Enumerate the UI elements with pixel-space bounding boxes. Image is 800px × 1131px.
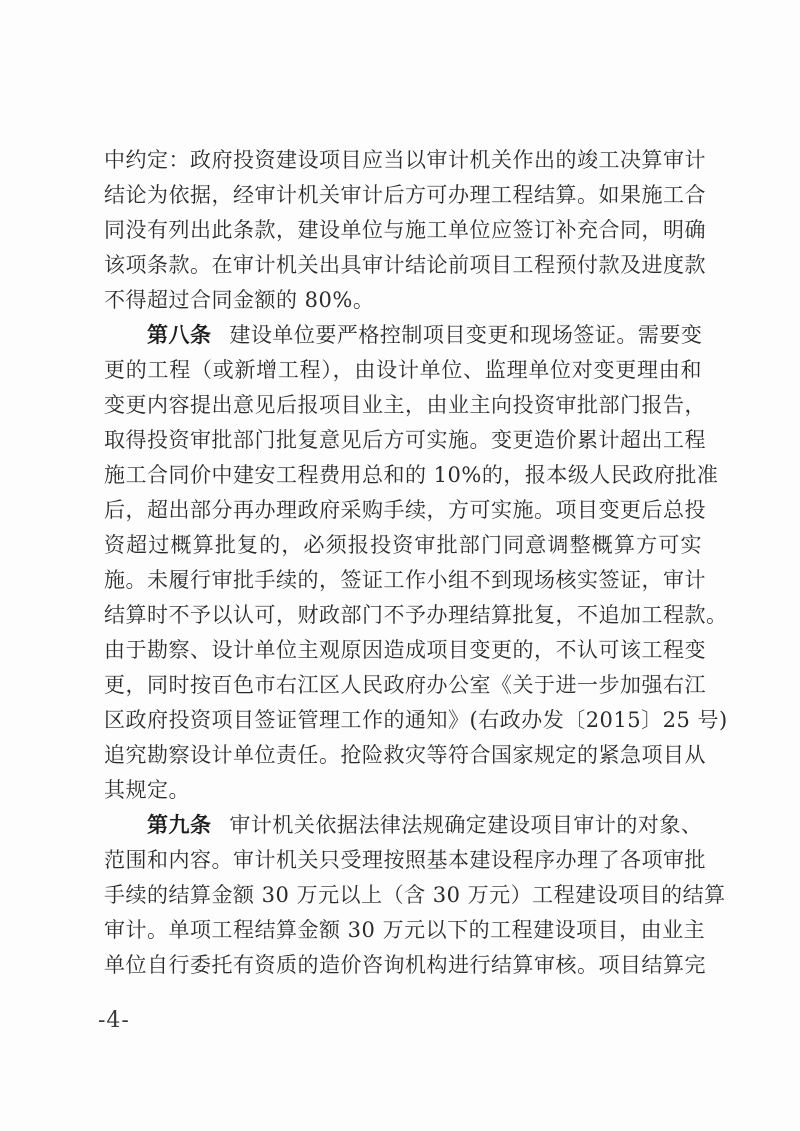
text-line: 资超过概算批复的，必须报投资审批部门同意调整概算方可实	[104, 533, 702, 557]
text-line: 该项条款。在审计机关出具审计结论前项目工程预付款及进度款	[104, 253, 706, 277]
text-line: 审计。单项工程结算金额 30 万元以下的工程建设项目，由业主	[104, 918, 706, 942]
text-line: 中约定：政府投资建设项目应当以审计机关作出的竣工决算审计	[104, 148, 706, 172]
text-line: 区政府投资项目签证管理工作的通知》(右政办发〔2015〕25 号)	[104, 708, 728, 732]
text-line: 施。未履行审批手续的，签证工作小组不到现场核实签证，审计	[104, 568, 706, 592]
text-line: 取得投资审批部门批复意见后方可实施。变更造价累计超出工程	[104, 428, 706, 452]
text-line: 建设单位要严格控制项目变更和现场签证。需要变	[229, 323, 703, 347]
text-line: 手续的结算金额 30 万元以上（含 30 万元）工程建设项目的结算	[104, 883, 726, 907]
text-line: 更的工程（或新增工程），由设计单位、监理单位对变更理由和	[104, 358, 702, 382]
text-line: 施工合同价中建安工程费用总和的 10%的，报本级人民政府批准	[104, 463, 719, 487]
article-8-number: 第八条	[147, 323, 212, 347]
article-9-number: 第九条	[147, 813, 212, 837]
article-8-heading-line	[104, 318, 702, 353]
text-line: 审计机关依据法律法规确定建设项目审计的对象、	[229, 813, 703, 837]
text-line: 同没有列出此条款，建设单位与施工单位应签订补充合同，明确	[104, 218, 706, 242]
text-line: 范围和内容。审计机关只受理按照基本建设程序办理了各项审批	[104, 848, 706, 872]
text-line: 结算时不予以认可，财政部门不予办理结算批复，不追加工程款。	[104, 603, 728, 627]
text-line: 变更内容提出意见后报项目业主，由业主向投资审批部门报告，	[104, 393, 706, 417]
page-number: -4-	[98, 1008, 130, 1033]
text-line: 后，超出部分再办理政府采购手续，方可实施。项目变更后总投	[104, 498, 706, 522]
text-line: 结论为依据，经审计机关审计后方可办理工程结算。如果施工合	[104, 183, 706, 207]
text-line: 追究勘察设计单位责任。抢险救灾等符合国家规定的紧急项目从	[104, 743, 706, 767]
text-line: 其规定。	[104, 778, 190, 802]
text-line: 单位自行委托有资质的造价咨询机构进行结算审核。项目结算完	[104, 953, 706, 977]
text-line: 由于勘察、设计单位主观原因造成项目变更的，不认可该工程变	[104, 638, 706, 662]
text-line: 更，同时按百色市右江区人民政府办公室《关于进一步加强右江	[104, 673, 706, 697]
document-body	[104, 143, 728, 983]
article-9-heading-line	[104, 808, 702, 843]
text-line: 不得超过合同金额的 80%。	[104, 288, 375, 312]
